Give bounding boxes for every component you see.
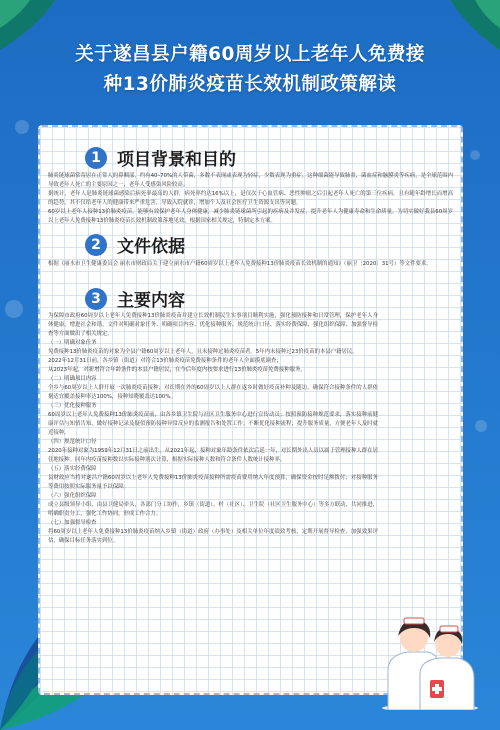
- section-3-number: 3: [85, 288, 107, 310]
- paragraph: 60周岁以上老年人免费接种13价肺炎疫苗前，由各乡镇卫生院与社区卫生服务中心进行宣传动员；按照预防接种规范要求，落实接种前健康评估与知情告知，做好接种记录及疑似预防接种异常反应的监测报告和处置工作；不断优化接种流程，提升服务质量，方便老年人及时就近接种。: [48, 412, 378, 436]
- paragraph: 肺炎链球菌常寄居在正常人的鼻咽部，约有40–70%的人带菌，多数不表现或表现为轻症，少数表现为重症。这种细菌能导致肺炎、菌血症和脑膜炎等疾病，是全球范围内导致老年人死亡的主要原因之一，老年人受感染风险较高。: [48, 173, 453, 188]
- subheading: （六）强化组织保障: [48, 493, 97, 499]
- page-title: [0, 40, 500, 100]
- section-1-number: 1: [85, 147, 107, 169]
- paragraph: 从2023年起，对新增符合年龄条件的本县户籍居民，在今后年度内按要求进行13价肺炎疫苗免费接种服务。: [48, 367, 306, 373]
- paragraph: 县财政应当将对遂昌户籍60周岁以上老年人免费接种13价肺炎疫苗接种所需疫苗费用纳入年度预算，确保资金按时足额拨付；对接种服务等费用按照实际服务量予以保障。: [48, 475, 378, 490]
- paragraph: 2020年接种对象为1959年12月31日之前出生，从2021年起，接种对象年龄条件依次后延一年，对长期外出人员以属于管理接种人群在居住地接种。同年内疫苗接种数以实际接种剂次计算，根据实际接种人数和符合条件人数统计接种率。: [48, 448, 378, 463]
- bubble-decoration: [475, 420, 487, 432]
- section-3-heading: [85, 286, 185, 311]
- paragraph: 成立县级领导小组，由县卫健局牵头，各部门分工协作，乡镇（街道）、村（社区）、卫生院（社区卫生服务中心）等多方联动、共同推进，明确职责分工，强化工作协同，形成工作合力。: [48, 502, 378, 517]
- section-3-body: [48, 312, 378, 546]
- subheading: （五）落实经费保障: [48, 466, 97, 472]
- subheading: （四）规范统计口径: [48, 439, 97, 445]
- section-1-body: [48, 172, 453, 226]
- paragraph: 免费接种13价肺炎疫苗的对象为全县户籍60周岁以上老年人，且未接种过肺炎疫苗者。5年内未接种过23价疫苗的本县户籍居民。: [48, 349, 358, 355]
- title-line-2: 种13价肺炎疫苗长效机制政策解读: [103, 74, 397, 95]
- doctors-illustration: [380, 600, 480, 710]
- subheading: （七）加强督导检查: [48, 520, 97, 526]
- section-1-title: 项目背景和目的: [117, 150, 236, 170]
- bubble-decoration: [470, 150, 480, 160]
- paragraph: 60岁以上老年人接种13价肺炎疫苗，能够有效保护老年人身体健康，减少肺炎链球菌所引起的疾病及并发症，提升老年人为健康寿命和生命质量。为切实做好我县60周岁以上老年人免费接种13价肺炎疫苗长效机制政策落地见效，根据国家相关规定，特制定本方案。: [48, 209, 453, 224]
- paragraph: 为保障市政府60周岁以上老年人免费接种13价肺炎疫苗并建立长效机制民生实事项目顺利实施，强化预防接种和日常管理，保护老年人身体健康，增进社会和谐，文件对明确对象任务、明确项目内容、优化接种服务、规范统计口径、落实经费保障、强化组织保障、加强督导检查等方面做出了相关规定。: [48, 313, 378, 337]
- paragraph: 据统计，老年人是肺炎链球菌感染后病死率最高的人群，病死率约达16%以上，是仅次于心血管病、恶性肿瘤之后引起老年人死亡的第三位疾病，且有随年龄增长而增高的趋势。其不仅给老年人的健康带来严重危害，导致入院就诊，增加个人及社会医疗卫生资源支出等问题。: [48, 191, 453, 206]
- paragraph: 根据《丽水市卫生健康委员会 丽水市财政局关于建立丽水市户籍60周岁以上老年人免费接种13价肺炎疫苗长效机制的通知》（丽卫〔2020〕31号）等文件要求。: [48, 261, 432, 267]
- paragraph: 将60周岁以上老年人免费接种13价肺炎疫苗纳入乡镇（街道）政府（办事处）及相关单位年度绩效考核，定期开展督导检查，加强效果评估，确保目标任务落实到位。: [48, 529, 378, 544]
- section-2-body: [48, 260, 453, 269]
- paragraph: 全乡与60周岁以上人群开展一次肺炎疫苗接种；对长期在外的60周岁以上人群在返乡时做好疫苗补种及随访，确保符合接种条件的人群依据适宜覆盖接种率达100%，接种知晓覆盖达100%。: [48, 385, 378, 400]
- subheading: （三）优化接种服务: [48, 403, 97, 409]
- bubble-decoration: [5, 300, 23, 318]
- section-1-heading: [85, 145, 236, 170]
- title-line-1: 关于遂昌县户籍60周岁以上老年人免费接: [75, 44, 425, 65]
- section-3-title: 主要内容: [117, 291, 185, 311]
- paragraph: 2022年12月31日前，各乡镇（街道）对符合13价肺炎疫苗免费接种条件的老年人全面摸底调查；: [48, 358, 282, 364]
- subheading: （二）明确项目内容: [48, 376, 97, 382]
- section-2-heading: [85, 232, 185, 257]
- subheading: （一）明确对象任务: [48, 340, 97, 346]
- section-2-number: 2: [85, 234, 107, 256]
- bubble-decoration: [15, 120, 29, 134]
- section-2-title: 文件依据: [117, 237, 185, 257]
